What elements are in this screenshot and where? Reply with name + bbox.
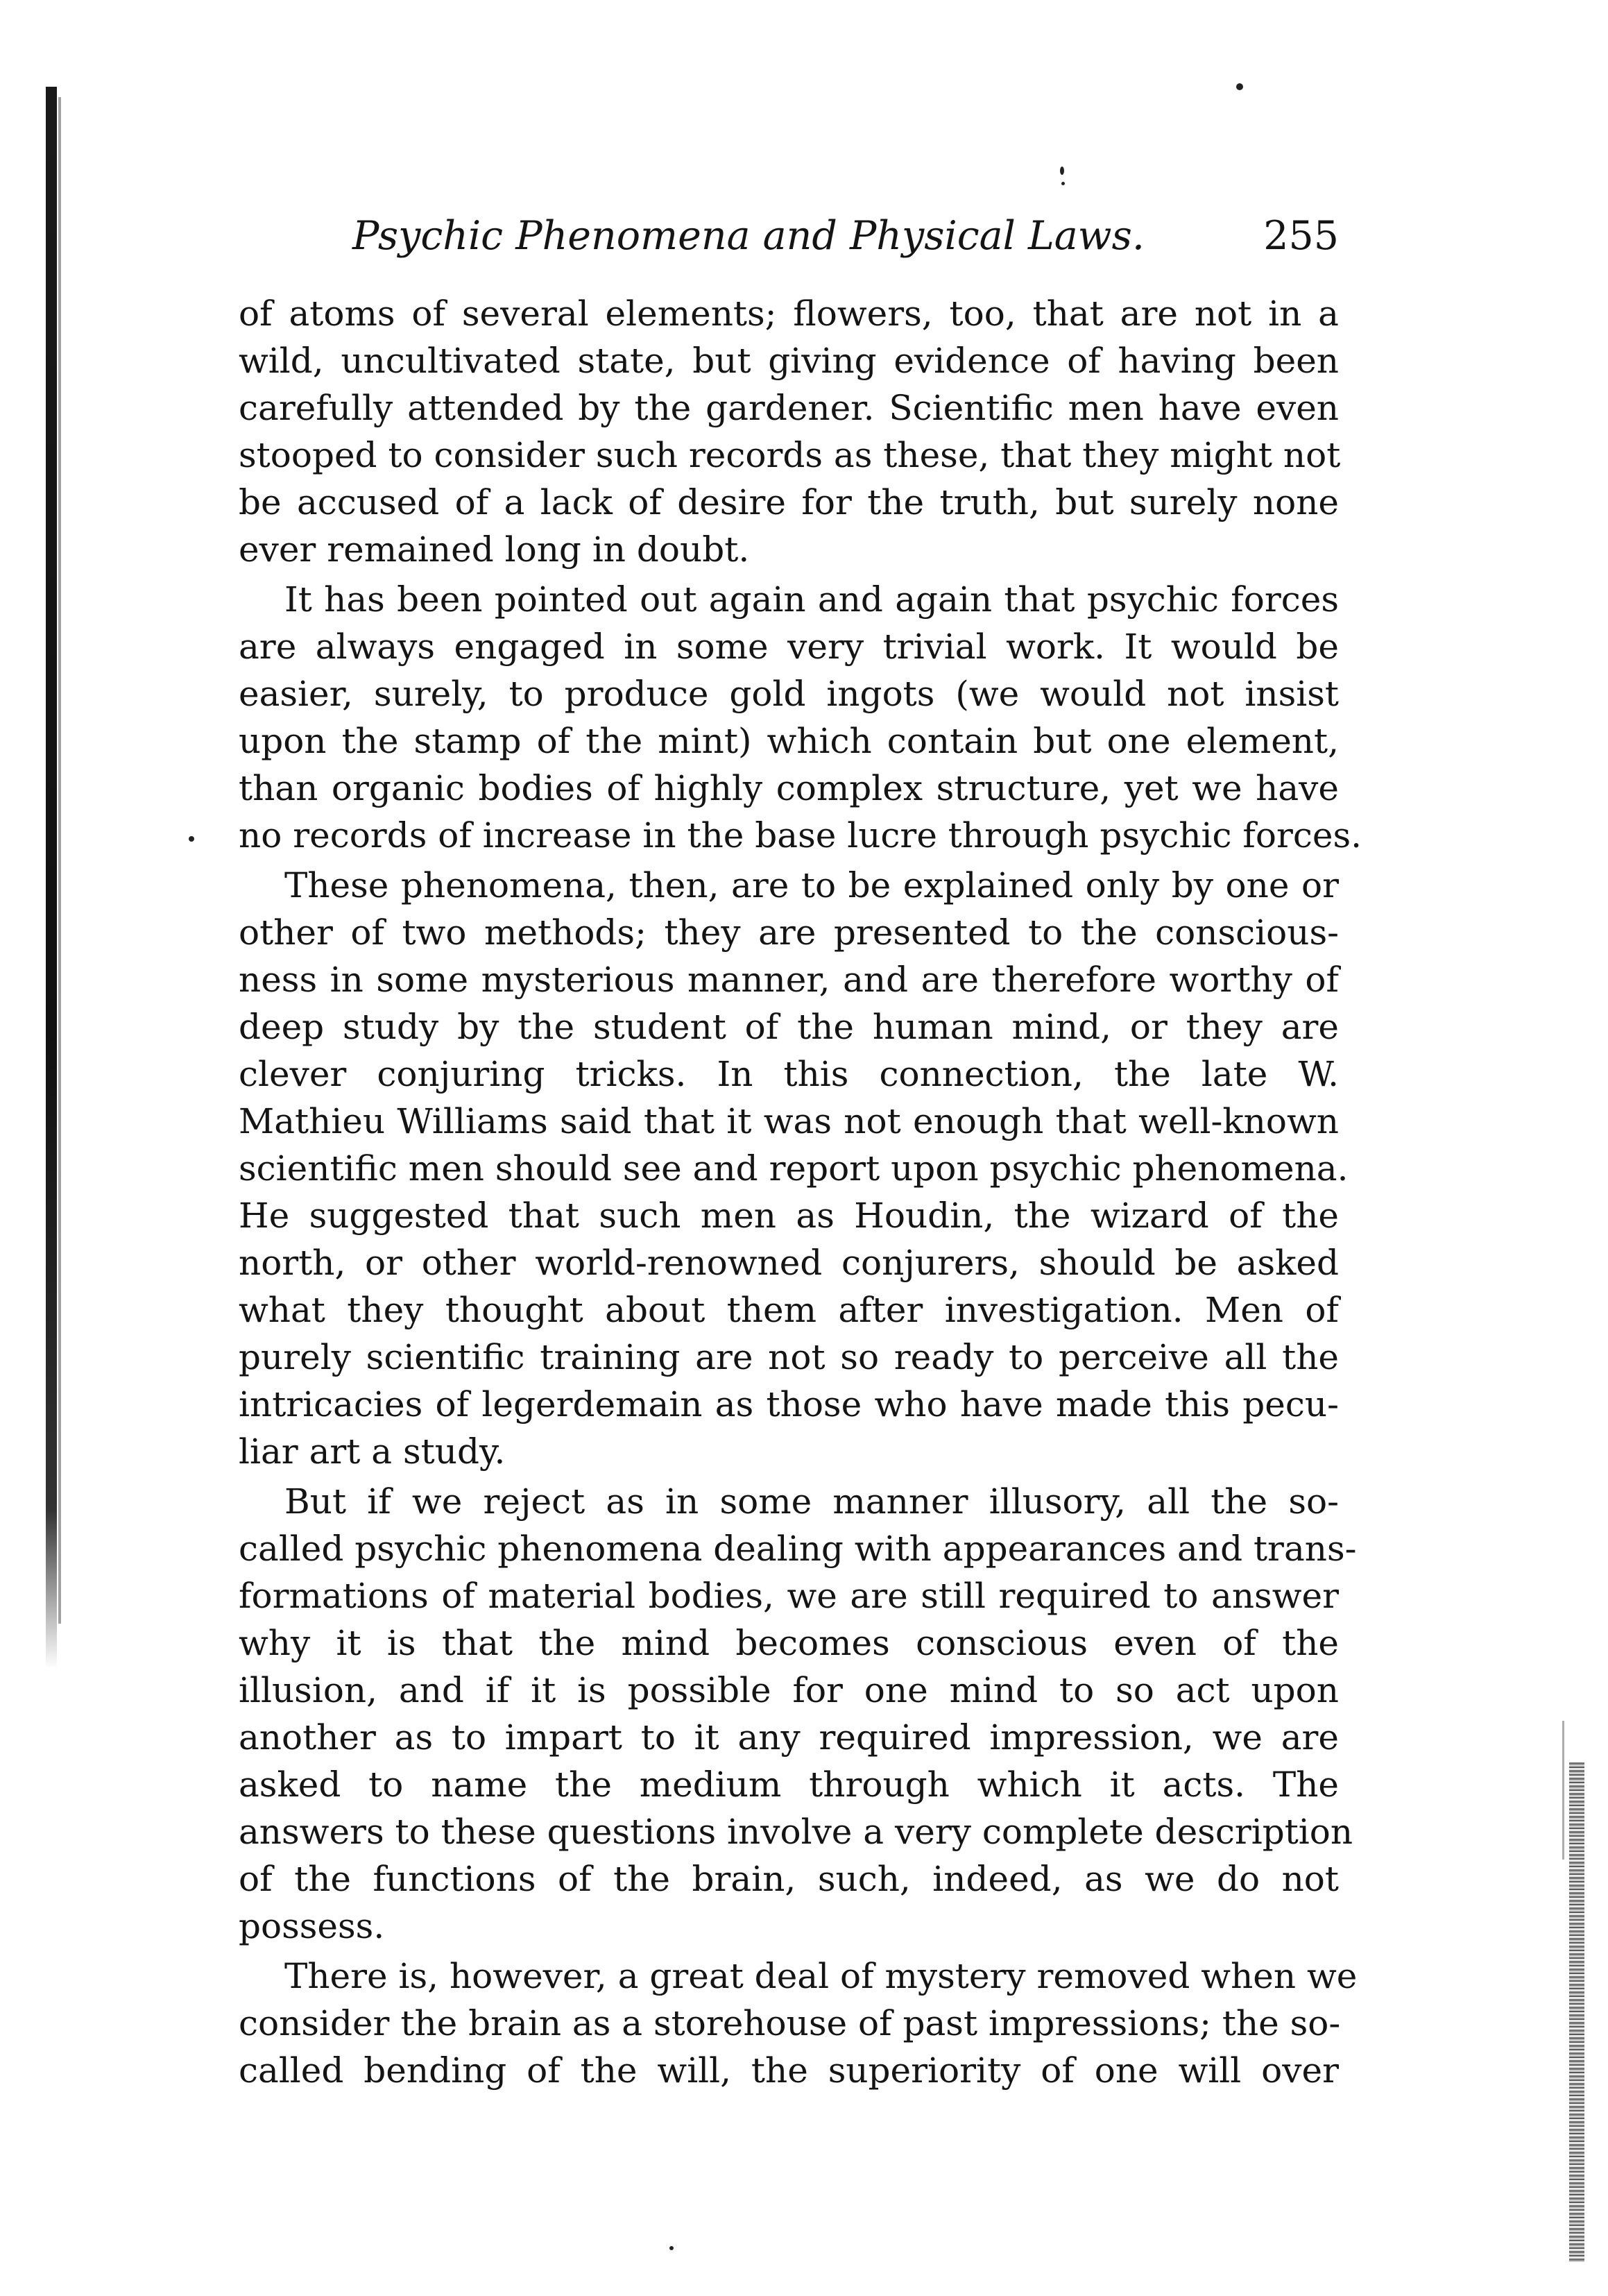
page-number: 255 (1263, 213, 1339, 259)
text-line: ever remained long in doubt. (239, 529, 750, 570)
text-line: answers to these questions involve a very complete description (239, 1812, 1353, 1852)
text-line: illusion, and if it is possible for one mind to so act upon (239, 1670, 1339, 1710)
text-line: purely scientific training are not so ready to perceive all the (239, 1337, 1339, 1377)
scan-edge-artifact (1569, 1762, 1584, 2262)
text-line: There is, however, a great deal of mystery removed when we (284, 1956, 1358, 1996)
paragraph (239, 1478, 1357, 1950)
text-line: of the functions of the brain, such, indeed, as we do not (239, 1859, 1339, 1899)
page-header (239, 208, 1339, 264)
text-line: north, or other world-renowned conjurers, should be asked (239, 1243, 1339, 1283)
text-line: clever conjuring tricks. In this connection, the late W. (239, 1054, 1339, 1094)
text-line: upon the stamp of the mint) which contain but one element, (239, 721, 1339, 761)
text-line: no records of increase in the base lucre through psychic forces. (239, 815, 1362, 856)
text-line: But if we reject as in some manner illusory, all the so- (284, 1481, 1339, 1522)
text-line: other of two methods; they are presented to the conscious- (239, 912, 1339, 953)
body-text (239, 290, 1362, 2097)
scan-speck (189, 836, 194, 842)
text-line: consider the brain as a storehouse of past impressions; the so- (239, 2003, 1341, 2043)
text-line: He suggested that such men as Houdin, the wizard of the (239, 1196, 1339, 1236)
running-title: Psychic Phenomena and Physical Laws. (352, 213, 1145, 259)
text-line: Mathieu Williams said that it was not enough that well-known (239, 1101, 1339, 1141)
scan-speck (1060, 167, 1064, 175)
paragraph (239, 1953, 1358, 2094)
scan-speck (1236, 83, 1243, 90)
binding-shadow (46, 87, 57, 1669)
text-line: called psychic phenomena dealing with appearances and trans- (239, 1529, 1357, 1569)
binding-shadow-edge (58, 97, 61, 1624)
text-line: why it is that the mind becomes conscious even of the (239, 1623, 1339, 1663)
text-line: be accused of a lack of desire for the truth, but surely none (239, 482, 1339, 522)
scan-speck (1061, 182, 1065, 185)
paragraph (239, 862, 1349, 1475)
text-line: deep study by the student of the human mind, or they are (239, 1007, 1339, 1047)
text-line: of atoms of several elements; flowers, too, that are not in a (239, 294, 1339, 334)
text-line: asked to name the medium through which it acts. The (239, 1764, 1339, 1805)
scan-edge-line (1562, 1721, 1564, 1860)
text-line: what they thought about them after investigation. Men of (239, 1290, 1339, 1330)
text-line: are always engaged in some very trivial work. It would be (239, 627, 1339, 667)
text-line: wild, uncultivated state, but giving evidence of having been (239, 341, 1339, 381)
text-line: liar art a study. (239, 1431, 506, 1472)
text-line: scientific men should see and report upon psychic phenomena. (239, 1148, 1349, 1189)
text-line: possess. (239, 1906, 385, 1946)
paragraph (239, 290, 1339, 573)
text-line: intricacies of legerdemain as those who have made this pecu- (239, 1384, 1339, 1425)
text-line: It has been pointed out again and again that psychic forces (284, 579, 1339, 620)
text-line: These phenomena, then, are to be explained only by one or (284, 865, 1339, 905)
text-line: formations of material bodies, we are still required to answer (239, 1576, 1339, 1616)
text-line: another as to impart to it any required impression, we are (239, 1717, 1339, 1758)
scan-speck (669, 2246, 674, 2250)
text-line: than organic bodies of highly complex structure, yet we have (239, 768, 1339, 808)
text-line: ness in some mysterious manner, and are therefore worthy of (239, 960, 1339, 1000)
text-line: easier, surely, to produce gold ingots (we would not insist (239, 674, 1339, 714)
paragraph (239, 576, 1362, 859)
text-line: carefully attended by the gardener. Scientific men have even (239, 388, 1339, 428)
text-line: called bending of the will, the superiority of one will over (239, 2050, 1339, 2091)
text-line: stooped to consider such records as these, that they might not (239, 435, 1341, 475)
